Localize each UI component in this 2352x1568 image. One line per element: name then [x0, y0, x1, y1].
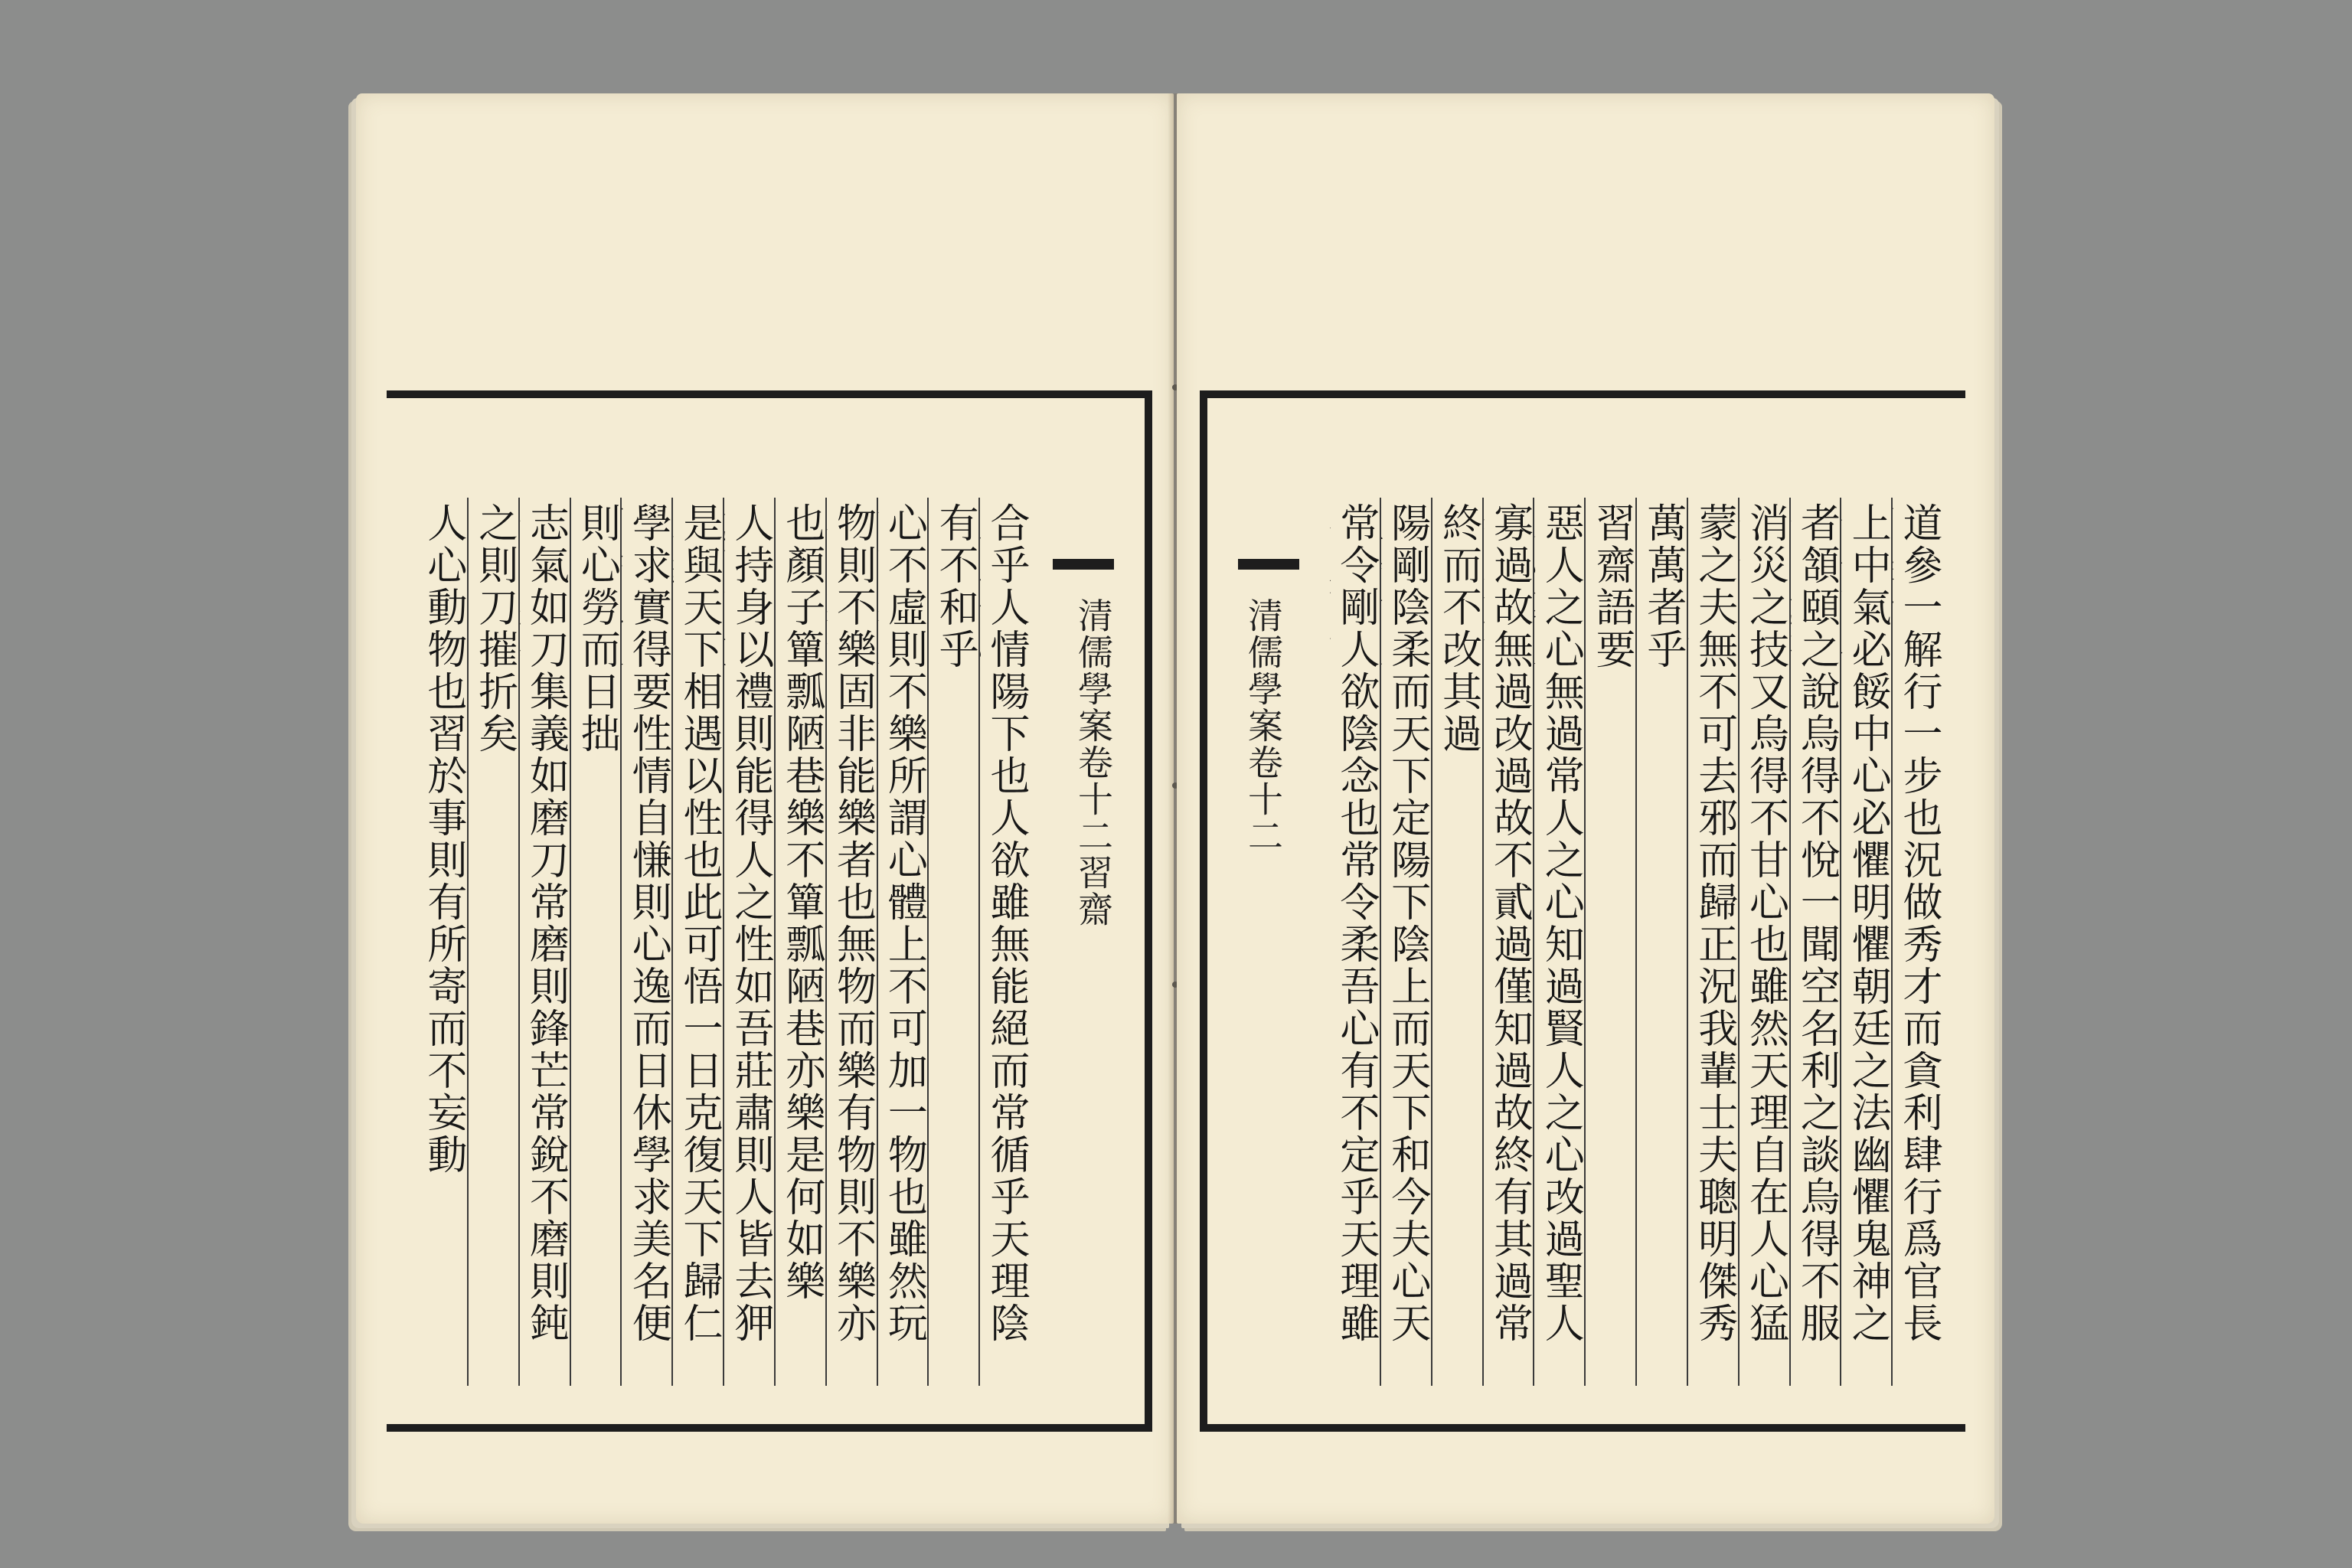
spine-title: 清儒學案卷十二 [1243, 597, 1284, 854]
text-column: 人持身以禮則能得人之性如吾莊肅則人皆去狎 [723, 498, 774, 1386]
text-column: 有不和乎 [927, 498, 978, 1386]
left-text-frame [387, 390, 1152, 1432]
left-text-columns [417, 498, 1030, 1386]
text-column: 上中氣必餒中心必懼明懼朝廷之法幽懼鬼神之 [1840, 498, 1891, 1386]
text-column: 道參一解行一步也況做秀才而貪利肆行爲官長 [1891, 498, 1942, 1386]
text-column: 是與天下相遇以性也此可悟一日克復天下歸仁 [671, 498, 723, 1386]
text-column: 萬萬者乎 [1635, 498, 1687, 1386]
right-text-columns [1330, 498, 1942, 1386]
text-column: 學求實得要性情自慊則心逸而日休學求美名便 [620, 498, 671, 1386]
text-column: 蒙之夫無不可去邪而歸正況我輩士夫聰明傑秀 [1687, 498, 1738, 1386]
right-text-frame [1200, 390, 1965, 1432]
text-column: 之則刀摧折矣 [467, 498, 518, 1386]
left-block-heart [1045, 398, 1160, 1439]
right-block-heart [1207, 398, 1322, 1439]
spine-title: 清儒學案卷十二習齋 [1073, 597, 1114, 928]
text-column: 消災之技又烏得不甘心也雖然天理自在人心猛 [1738, 498, 1789, 1386]
left-page [356, 93, 1174, 1524]
text-column: 心不虛則不樂所謂心體上不可加一物也雖然玩 [877, 498, 928, 1386]
text-column: 陽剛陰柔而天下定陽下陰上而天下和今夫心天 [1380, 498, 1431, 1386]
text-column: 則心勞而日拙 [570, 498, 621, 1386]
open-book [356, 93, 1994, 1524]
fishtail-mark [1053, 559, 1114, 570]
text-column: 常令剛人欲陰念也常令柔吾心有不定乎天理雖 [1332, 502, 1379, 1344]
fishtail-mark [1238, 559, 1299, 570]
text-column: 終而不改其過 [1431, 498, 1482, 1386]
text-column: 寡過故無過改過故不貳過僅知過故終有其過常 [1482, 498, 1534, 1386]
text-column: 習齋語要 [1584, 498, 1635, 1386]
text-column: 也顏子簞瓢陋巷樂不簞瓢陋巷亦樂是何如樂 [774, 498, 825, 1386]
text-column: 物則不樂固非能樂者也無物而樂有物則不樂亦 [825, 498, 877, 1386]
right-page [1177, 93, 1994, 1524]
text-column: 人心動物也習於事則有所寄而不妄動 [420, 502, 466, 1176]
text-column: 合乎人情陽下也人欲雖無能絕而常循乎天理陰 [978, 498, 1030, 1386]
text-column: 惡人之心無過常人之心知過賢人之心改過聖人 [1533, 498, 1584, 1386]
text-column: 者頷頤之說烏得不悅一聞空名利之談烏得不服 [1789, 498, 1841, 1386]
text-column: 志氣如刀集義如磨刀常磨則鋒芒常銳不磨則鈍 [518, 498, 570, 1386]
